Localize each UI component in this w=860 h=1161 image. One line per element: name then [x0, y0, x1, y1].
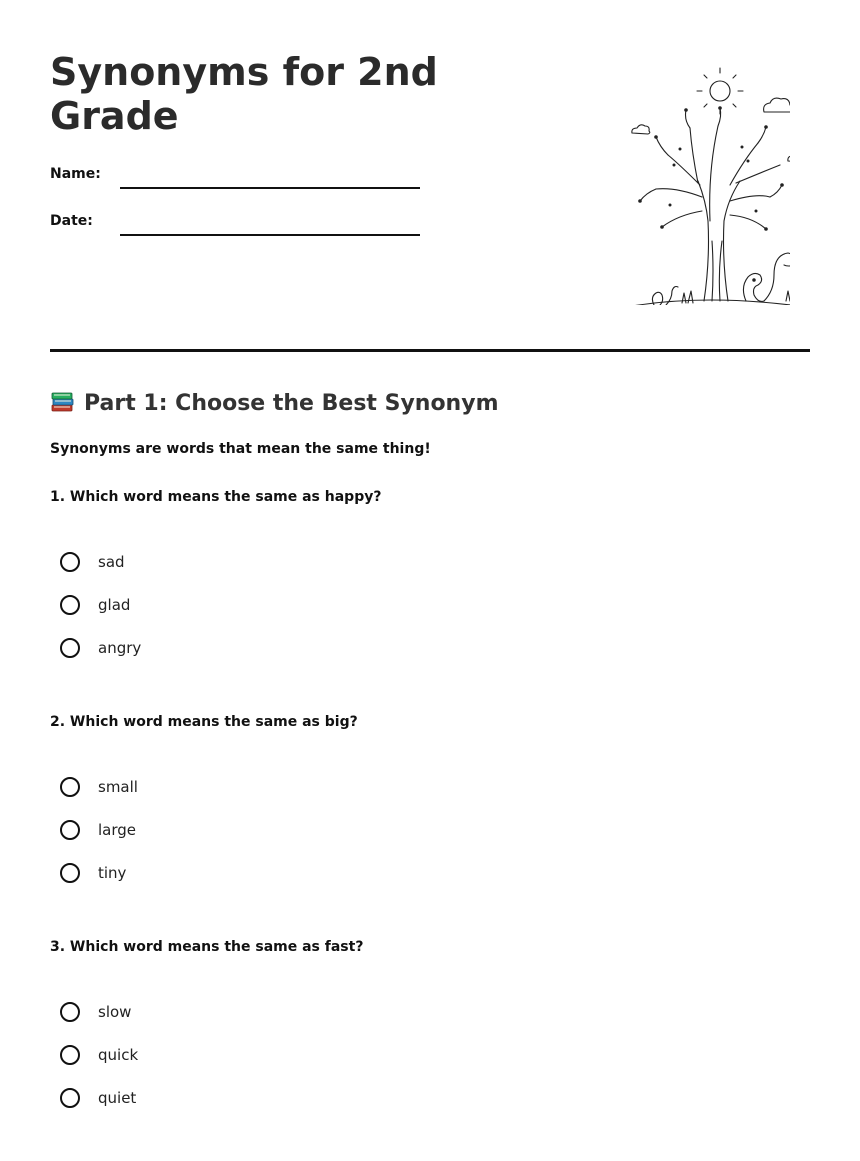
answer-options [50, 552, 650, 681]
date-label: Date: [50, 213, 93, 229]
radio-button[interactable] [60, 638, 80, 658]
answer-option[interactable] [50, 552, 650, 595]
answer-option[interactable] [50, 863, 650, 906]
name-field[interactable] [50, 166, 420, 190]
cloud-icon [764, 98, 790, 112]
books-icon [50, 388, 76, 414]
page-title: Synonyms for 2nd Grade [50, 50, 438, 138]
radio-button[interactable] [60, 820, 80, 840]
cloud-icon [788, 153, 790, 162]
option-label: quick [98, 1046, 139, 1064]
answer-options [50, 777, 650, 906]
question-text: 1. Which word means the same as happy? [50, 489, 382, 505]
tree-squirrel-sun-icon [570, 65, 790, 305]
name-label: Name: [50, 166, 101, 182]
radio-button[interactable] [60, 1088, 80, 1108]
option-label: tiny [98, 864, 127, 882]
answer-option[interactable] [50, 638, 650, 681]
option-label: slow [98, 1003, 132, 1021]
option-label: sad [98, 553, 125, 571]
answer-options [50, 1002, 650, 1131]
radio-button[interactable] [60, 863, 80, 883]
question-text: 3. Which word means the same as fast? [50, 939, 364, 955]
radio-button[interactable] [60, 777, 80, 797]
section-title-text: Part 1: Choose the Best Synonym [84, 391, 499, 416]
radio-button[interactable] [60, 552, 80, 572]
question-2 [50, 712, 650, 906]
answer-option[interactable] [50, 777, 650, 820]
radio-button[interactable] [60, 595, 80, 615]
worksheet-header [50, 50, 810, 310]
radio-button[interactable] [60, 1045, 80, 1065]
answer-option[interactable] [50, 1088, 650, 1131]
option-label: angry [98, 639, 142, 657]
radio-button[interactable] [60, 1002, 80, 1022]
answer-option[interactable] [50, 595, 650, 638]
name-input-line[interactable] [120, 187, 420, 189]
option-label: glad [98, 596, 131, 614]
answer-option[interactable] [50, 820, 650, 863]
answer-option[interactable] [50, 1002, 650, 1045]
section-intro: Synonyms are words that mean the same thing! [50, 441, 431, 457]
section-divider [50, 349, 810, 352]
section-title [50, 388, 499, 420]
answer-option[interactable] [50, 1045, 650, 1088]
squirrel-icon [743, 253, 790, 301]
question-1 [50, 487, 650, 681]
question-text: 2. Which word means the same as big? [50, 714, 358, 730]
question-3 [50, 937, 650, 1131]
option-label: large [98, 821, 137, 839]
option-label: quiet [98, 1089, 137, 1107]
option-label: small [98, 778, 138, 796]
date-input-line[interactable] [120, 234, 420, 236]
cloud-icon [632, 125, 650, 134]
date-field[interactable] [50, 213, 420, 237]
